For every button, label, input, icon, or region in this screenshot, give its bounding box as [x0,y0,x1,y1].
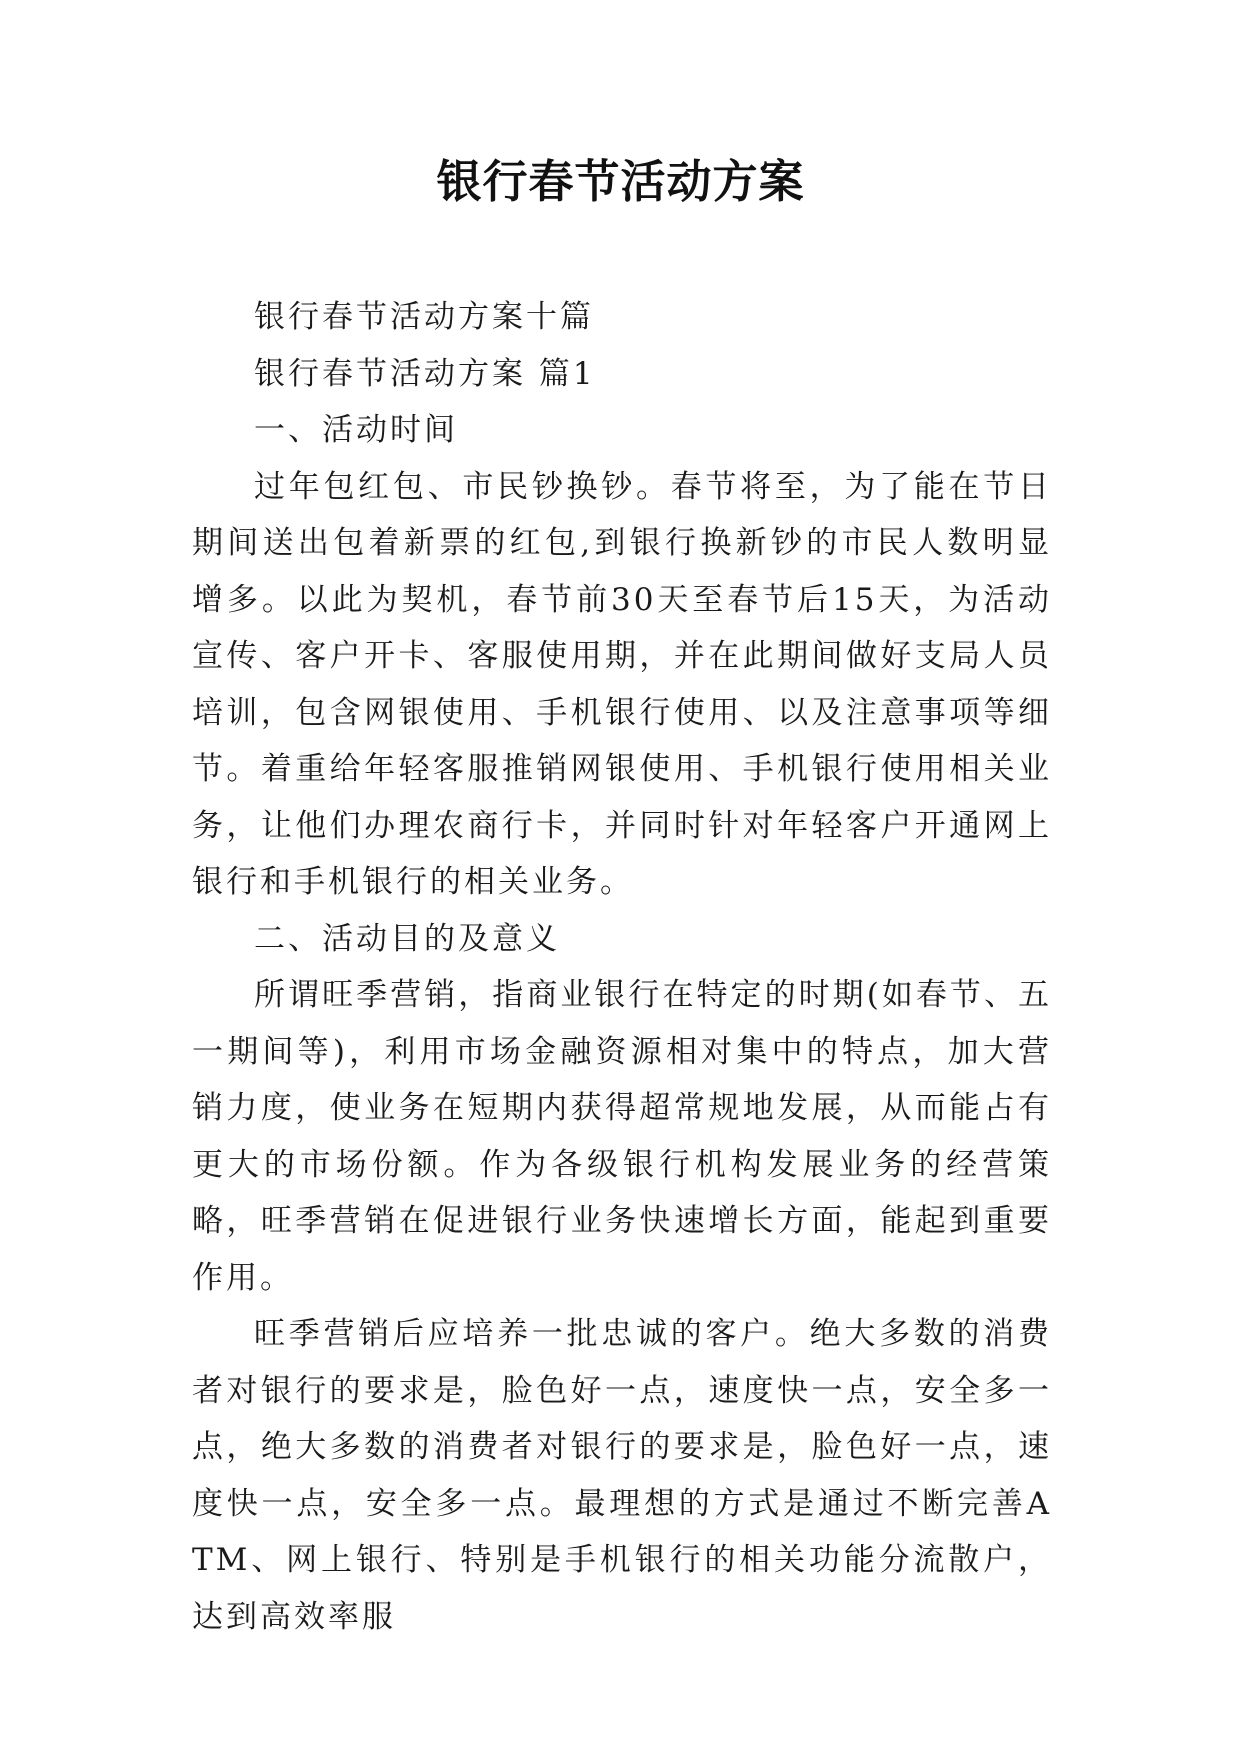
paragraph-activity-time-body: 过年包红包、市民钞换钞。春节将至，为了能在节日期间送出包着新票的红包,到银行换新钞的市民人数明显增多。以此为契机，春节前30天至春节后15天，为活动宣传、客户开卡、客服使用期，并在此期间做好支局人员培训，包含网银使用、手机银行使用、以及注意事项等细节。着重给年轻客服推销网银使用、手机银行使用相关业务，让他们办理农商行卡，并同时针对年轻客户开通网上银行和手机银行的相关业务。 [192,468,1052,900]
paragraph-heading-purpose: 二、活动目的及意义 [254,920,560,957]
document-title: 银行春节活动方案 [436,155,805,208]
paragraph-purpose-body: 所谓旺季营销，指商业银行在特定的时期(如春节、五一期间等)，利用市场金融资源相对集中的特点，加大营销力度，使业务在短期内获得超常规地发展，从而能占有更大的市场份额。作为各级银行机构发展业务的经营策略，旺季营销在促进银行业务快速增长方面，能起到重要作用。 [192,977,1052,1296]
document-body [192,289,1052,1645]
paragraph-section-heading: 银行春节活动方案 篇1 [254,355,596,392]
paragraph-loyal-customers: 旺季营销后应培养一批忠诚的客户。绝大多数的消费者对银行的要求是，脸色好一点，速度快一点，安全多一点，绝大多数的消费者对银行的要求是，脸色好一点，速度快一点，安全多一点。最理想的方式是通过不断完善ATM、网上银行、特别是手机银行的相关功能分流散户，达到高效率服 [192,1316,1052,1635]
paragraph-subtitle: 银行春节活动方案十篇 [254,299,594,335]
paragraph-heading-activity-time: 一、活动时间 [254,412,458,448]
